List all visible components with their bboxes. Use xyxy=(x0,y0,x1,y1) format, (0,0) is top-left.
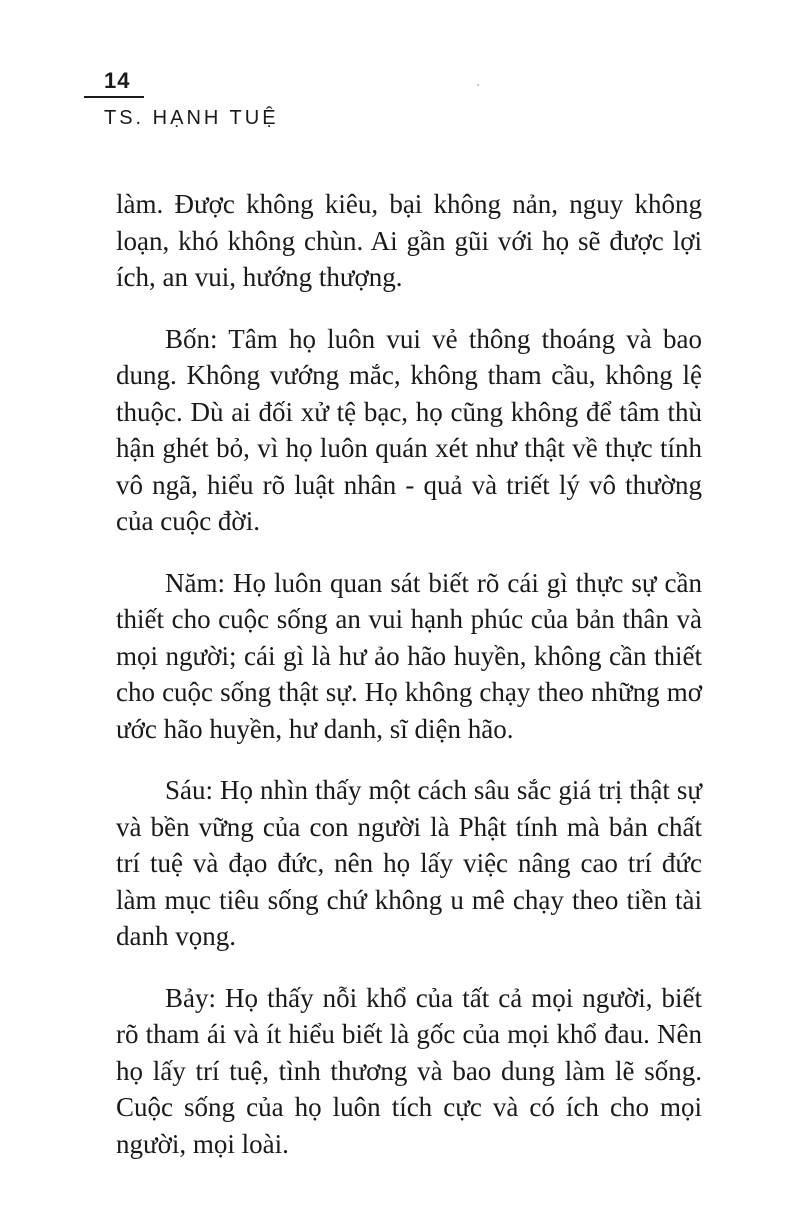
paragraph-bon: Bốn: Tâm họ luôn vui vẻ thông thoáng và bao dung. Không vướng mắc, không tham cầu, không lệ thuộc. Dù ai đối xử tệ bạc, họ cũng không để tâm thù hận ghét bỏ, vì họ luôn quán xét như thật về thực tính vô ngã, hiểu rõ luật nhân - quả và triết lý vô thường của cuộc đời. xyxy=(116,323,702,536)
book-title: TS. HẠNH TUỆ xyxy=(104,107,279,129)
body-text xyxy=(116,186,702,1187)
page-number: 14 xyxy=(104,68,131,93)
paragraph-continued: làm. Được không kiêu, bại không nản, nguy không loạn, khó không chùn. Ai gần gũi với họ sẽ được lợi ích, an vui, hướng thượng. xyxy=(116,189,702,292)
paragraph-bay: Bảy: Họ thấy nỗi khổ của tất cả mọi người, biết rõ tham ái và ít hiểu biết là gốc của mọi khổ đau. Nên họ lấy trí tuệ, tình thương và bao dung làm lẽ sống. Cuộc sống của họ luôn tích cực và có ích cho mọi người, mọi loài. xyxy=(116,982,702,1159)
header-rule xyxy=(84,96,144,98)
print-speck xyxy=(477,84,479,86)
paragraph-nam: Năm: Họ luôn quan sát biết rõ cái gì thực sự cần thiết cho cuộc sống an vui hạnh phúc của bản thân và mọi người; cái gì là hư ảo hão huyền, không cần thiết cho cuộc sống thật sự. Họ không chạy theo những mơ ước hão huyền, hư danh, sĩ diện hão. xyxy=(116,567,702,744)
running-header xyxy=(84,66,279,132)
paragraph-sau: Sáu: Họ nhìn thấy một cách sâu sắc giá trị thật sự và bền vững của con người là Phật tính mà bản chất trí tuệ và đạo đức, nên họ lấy việc nâng cao trí đức làm mục tiêu sống chứ không u mê chạy theo tiền tài danh vọng. xyxy=(116,775,702,951)
